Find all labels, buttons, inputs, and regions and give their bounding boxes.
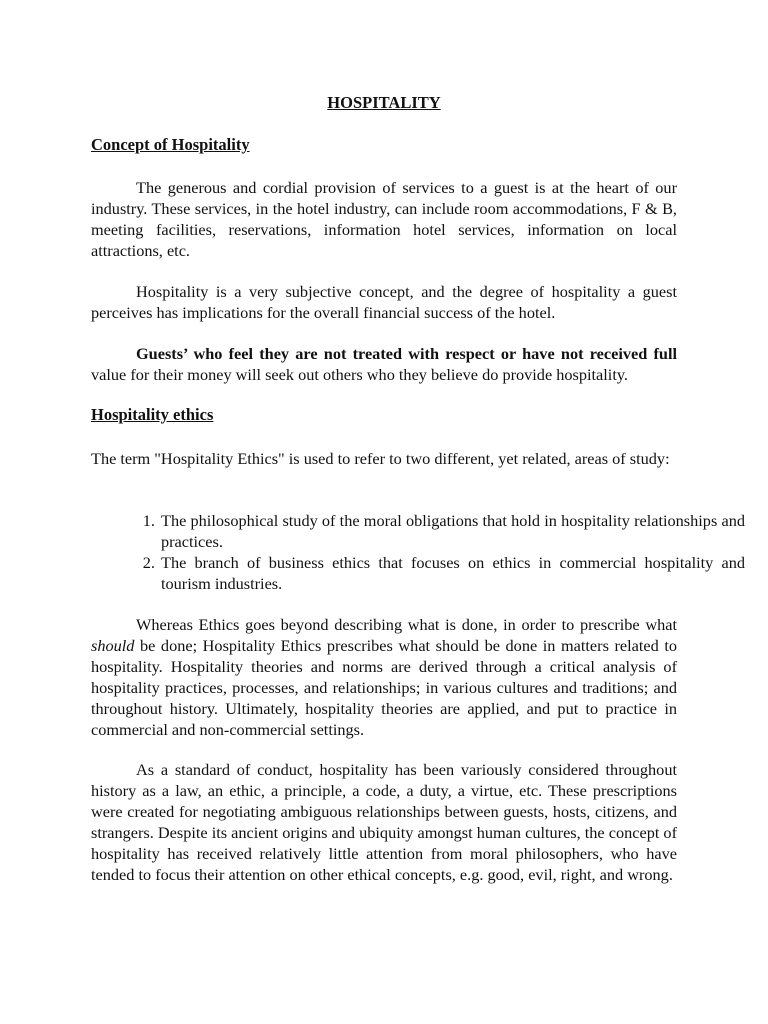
section-heading-concept: Concept of Hospitality <box>91 135 250 154</box>
regular-text: value for their money will seek out others who they believe do provide hospitality. <box>91 365 629 384</box>
paragraph-subjective-concept: Hospitality is a very subjective concept, and the degree of hospitality a guest perceives has implications for the overall financial success of the hotel. <box>91 282 677 322</box>
document-title: HOSPITALITY <box>327 93 441 112</box>
italic-text: should <box>91 636 135 655</box>
paragraph-whereas-ethics <box>91 614 677 740</box>
list-item: 1. The philosophical study of the moral obligations that hold in hospitality relationships and practices. <box>159 510 745 552</box>
ethics-areas-list <box>91 510 745 594</box>
paragraph-ethics-intro: The term "Hospitality Ethics" is used to refer to two different, yet related, areas of study: <box>91 449 670 468</box>
list-item: 2. The branch of business ethics that focuses on ethics in commercial hospitality and tourism industries. <box>159 552 745 594</box>
paragraph-generous-provision: The generous and cordial provision of services to a guest is at the heart of our industry. These services, in the hotel industry, can include room accommodations, F & B, meeting facilities, reservations, information hotel services, information on local attractions, etc. <box>91 178 677 260</box>
paragraph-guests-respect <box>91 343 677 385</box>
text-after: be done; Hospitality Ethics prescribes what should be done in matters related to hospitality. Hospitality theories and norms are derived through a critical analysis of hospitality practices, processes, and relationships; in various cultures and traditions; and throughout history. Ultimately, hospitality theories are applied, and put to practice in commercial and non-commercial settings. <box>91 636 677 739</box>
bold-text: Guests’ who feel they are not treated with respect or have not received full <box>136 344 677 363</box>
section-heading-ethics: Hospitality ethics <box>91 405 214 424</box>
paragraph-standard-of-conduct: As a standard of conduct, hospitality has been variously considered throughout history as a law, an ethic, a principle, a code, a duty, a virtue, etc. These prescriptions were created for negotiating ambiguous relationships between guests, hosts, citizens, and strangers. Despite its ancient origins and ubiquity amongst human cultures, the concept of hospitality has received relatively little attention from moral philosophers, who have tended to focus their attention on other ethical concepts, e.g. good, evil, right, and wrong. <box>91 760 677 884</box>
text-before: Whereas Ethics goes beyond describing what is done, in order to prescribe what <box>136 615 677 634</box>
